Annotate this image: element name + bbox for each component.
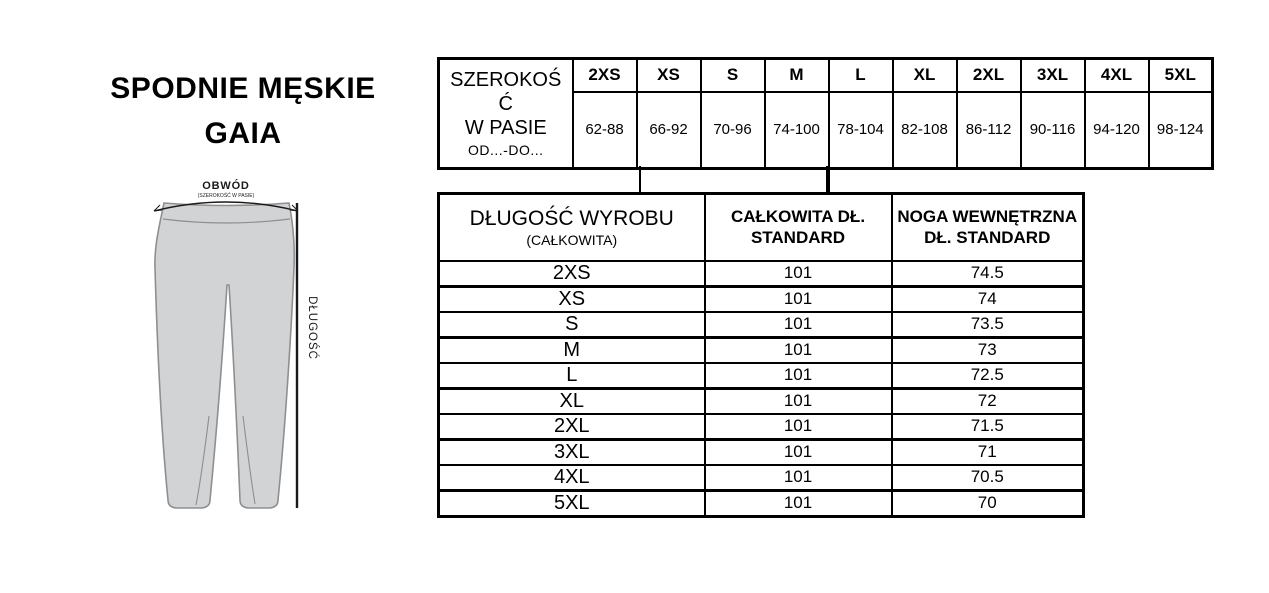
pants-diagram xyxy=(143,178,328,523)
table-row xyxy=(439,490,1084,516)
length-label: DŁUGOŚĆ xyxy=(306,296,318,360)
row-size: 3XL xyxy=(439,439,705,465)
pants-silhouette xyxy=(155,203,294,508)
table-row xyxy=(439,312,1084,338)
row-total-length: 101 xyxy=(705,388,892,414)
row-size: 4XL xyxy=(439,465,705,491)
length-header-size-col xyxy=(439,194,705,261)
row-size: XL xyxy=(439,388,705,414)
table-row xyxy=(439,439,1084,465)
size-header-2xl: 2XL xyxy=(957,59,1021,92)
row-size: S xyxy=(439,312,705,338)
waist-range-xl: 82-108 xyxy=(893,92,957,169)
row-inner-leg: 70 xyxy=(892,490,1084,516)
waist-label: OBWÓD xyxy=(202,180,250,192)
row-total-length: 101 xyxy=(705,439,892,465)
waist-range-s: 70-96 xyxy=(701,92,765,169)
waist-sublabel: (SZEROKOŚĆ W PASIE) xyxy=(197,193,255,199)
table-row xyxy=(439,286,1084,312)
row-total-length: 101 xyxy=(705,414,892,440)
table-row xyxy=(439,465,1084,491)
product-model: GAIA xyxy=(204,117,282,150)
size-header-2xs: 2XS xyxy=(573,59,637,92)
waist-header-label: SZEROKOŚĆ xyxy=(450,68,562,115)
length-table-header-row xyxy=(439,194,1084,261)
table-row xyxy=(439,363,1084,389)
size-header-l: L xyxy=(829,59,893,92)
table-row xyxy=(439,337,1084,363)
size-header-3xl: 3XL xyxy=(1021,59,1085,92)
row-total-length: 101 xyxy=(705,286,892,312)
size-header-m: M xyxy=(765,59,829,92)
waist-range-2xs: 62-88 xyxy=(573,92,637,169)
waist-range-4xl: 94-120 xyxy=(1085,92,1149,169)
waist-header-sublabel: OD...-DO... xyxy=(468,141,544,158)
length-header-sub: (CAŁKOWITA) xyxy=(526,231,618,248)
row-inner-leg: 71.5 xyxy=(892,414,1084,440)
row-total-length: 101 xyxy=(705,490,892,516)
row-inner-leg: 73.5 xyxy=(892,312,1084,338)
product-name: SPODNIE MĘSKIE xyxy=(110,72,376,105)
table-row xyxy=(439,261,1084,287)
table-connector-line-left xyxy=(639,166,641,194)
table-row xyxy=(439,414,1084,440)
waist-range-m: 74-100 xyxy=(765,92,829,169)
row-inner-leg: 70.5 xyxy=(892,465,1084,491)
row-total-length: 101 xyxy=(705,337,892,363)
size-header-s: S xyxy=(701,59,765,92)
size-header-4xl: 4XL xyxy=(1085,59,1149,92)
row-inner-leg: 73 xyxy=(892,337,1084,363)
row-total-length: 101 xyxy=(705,363,892,389)
waist-width-table xyxy=(437,57,1214,170)
row-size: XS xyxy=(439,286,705,312)
row-total-length: 101 xyxy=(705,465,892,491)
row-total-length: 101 xyxy=(705,312,892,338)
row-size: 5XL xyxy=(439,490,705,516)
size-header-xl: XL xyxy=(893,59,957,92)
row-inner-leg: 72 xyxy=(892,388,1084,414)
row-size: M xyxy=(439,337,705,363)
size-header-xs: XS xyxy=(637,59,701,92)
table-row xyxy=(439,388,1084,414)
page-title xyxy=(45,66,441,156)
waist-range-5xl: 98-124 xyxy=(1149,92,1213,169)
row-inner-leg: 71 xyxy=(892,439,1084,465)
waist-table-header-cell xyxy=(439,59,573,169)
waist-range-l: 78-104 xyxy=(829,92,893,169)
table-connector-line-right xyxy=(826,166,830,194)
waist-size-row xyxy=(439,59,1213,92)
length-header-total-col: CAŁKOWITA DŁ. STANDARD xyxy=(705,194,892,261)
size-header-5xl: 5XL xyxy=(1149,59,1213,92)
length-header-inner-col: NOGA WEWNĘTRZNA DŁ. STANDARD xyxy=(892,194,1084,261)
row-size: 2XL xyxy=(439,414,705,440)
waist-range-2xl: 86-112 xyxy=(957,92,1021,169)
row-size: L xyxy=(439,363,705,389)
length-header-main: DŁUGOŚĆ WYROBU xyxy=(469,206,674,230)
length-table xyxy=(437,192,1085,518)
waist-header-label2: W PASIE xyxy=(464,116,547,139)
waist-range-xs: 66-92 xyxy=(637,92,701,169)
row-inner-leg: 74 xyxy=(892,286,1084,312)
row-inner-leg: 74.5 xyxy=(892,261,1084,287)
row-inner-leg: 72.5 xyxy=(892,363,1084,389)
waist-range-3xl: 90-116 xyxy=(1021,92,1085,169)
row-total-length: 101 xyxy=(705,261,892,287)
row-size: 2XS xyxy=(439,261,705,287)
pants-illustration-svg xyxy=(143,178,328,523)
